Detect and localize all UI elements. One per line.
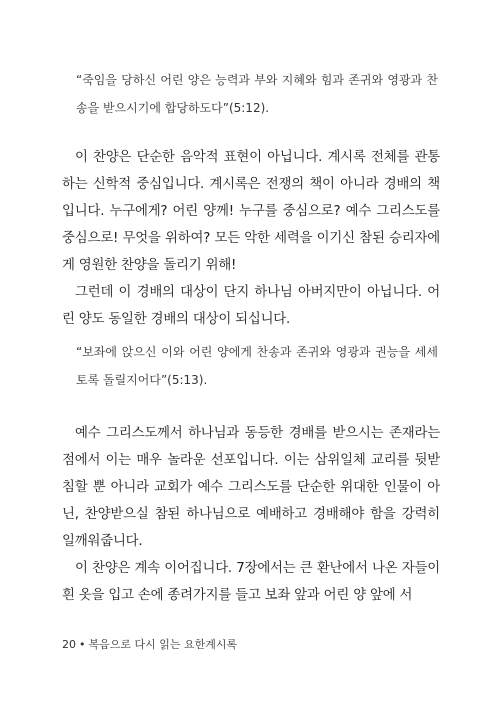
scripture-quote-5-12: “죽임을 당하신 어린 양은 능력과 부와 지혜와 힘과 존귀와 영광과 찬송을 받으시기에 합당하도다”(5:12). (76, 73, 438, 115)
scripture-quote-5-13: “보좌에 앉으신 이와 어린 양에게 찬송과 존귀와 영광과 권능을 세세토록 돌릴지어다”(5:13). (76, 345, 438, 387)
body-text-section-1 (62, 144, 440, 333)
footer-bullet: • (79, 638, 86, 651)
page-footer (62, 636, 237, 652)
page-number: 20 (62, 638, 76, 651)
paragraph: 예수 그리스도께서 하나님과 동등한 경배를 받으시는 존재라는 점에서 이는 매우 놀라운 선포입니다. 이는 삼위일체 교리를 뒷받침할 뿐 아니라 교회가 예수 그리스도를 단순한 위대한 인물이 아닌, 찬양받으실 참된 하나님으로 예배하고 경배해야 함을 강력히 일깨워줍니다. (62, 426, 440, 549)
paragraph: 이 찬양은 계속 이어집니다. 7장에서는 큰 환난에서 나온 자들이 흰 옷을 입고 손에 종려가지를 들고 보좌 앞과 어린 양 앞에 서 (62, 561, 440, 603)
paragraph: 이 찬양은 단순한 음악적 표현이 아닙니다. 계시록 전체를 관통하는 신학적 중심입니다. 계시록은 전쟁의 책이 아니라 경배의 책입니다. 누구에게? 어린 양께! 누구를 중심으로? 예수 그리스도를 중심으로! 무엇을 위하여? 모든 악한 세력을 이기신 참된 승리자에게 영원한 찬양을 돌리기 위해! (62, 150, 440, 273)
book-title: 복음으로 다시 읽는 요한계시록 (88, 638, 238, 651)
body-text-section-2 (62, 420, 440, 609)
paragraph: 그런데 이 경배의 대상이 단지 하나님 아버지만이 아닙니다. 어린 양도 동일한 경배의 대상이 되십니다. (62, 285, 440, 327)
